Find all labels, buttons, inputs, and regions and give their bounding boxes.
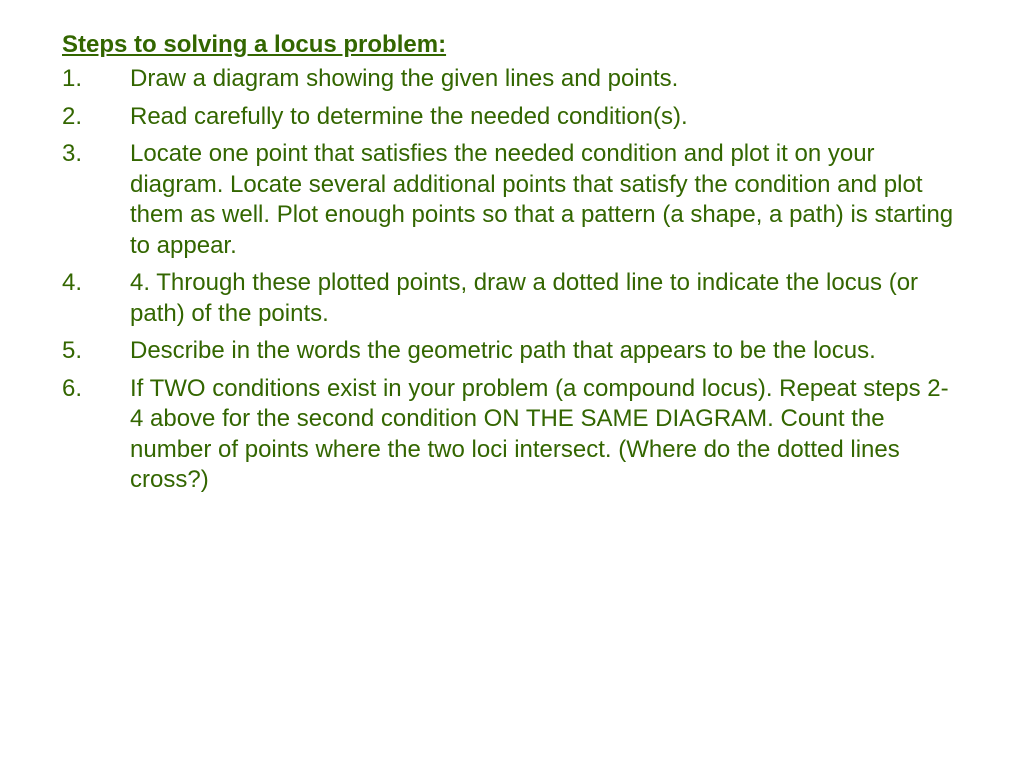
slide-title: Steps to solving a locus problem: <box>62 31 447 58</box>
step-number: 1. <box>62 65 83 92</box>
step-text: 4. Through these plotted points, draw a dotted line to indicate the locus (or path) of the points. <box>130 269 919 327</box>
step-number: 2. <box>62 102 83 130</box>
step-item <box>62 336 954 367</box>
step-item <box>62 268 954 329</box>
step-item <box>62 64 954 95</box>
step-text: Describe in the words the geometric path that appears to be the locus. <box>130 337 876 364</box>
step-text: Draw a diagram showing the given lines and points. <box>130 65 679 92</box>
step-text: Locate one point that satisfies the needed condition and plot it on your diagram. Locate several additional points that satisfy the condition and plot them as well. Plot enough points so that a pattern (a shape, a path) is starting to appear. <box>130 140 954 259</box>
steps-list <box>62 64 954 496</box>
step-number: 3. <box>62 140 83 167</box>
step-item <box>62 139 954 261</box>
step-number: 5. <box>62 337 83 364</box>
step-item <box>62 102 954 133</box>
step-number: 4. <box>62 269 83 296</box>
step-item <box>62 374 954 496</box>
step-number: 6. <box>62 374 83 402</box>
step-text: Read carefully to determine the needed condition(s). <box>130 102 688 130</box>
step-text: If TWO conditions exist in your problem (a compound locus). Repeat steps 2-4 above for the second condition ON THE SAME DIAGRAM. Count the number of points where the two loci intersect. (Where do the dotted lines cross?) <box>130 374 949 493</box>
